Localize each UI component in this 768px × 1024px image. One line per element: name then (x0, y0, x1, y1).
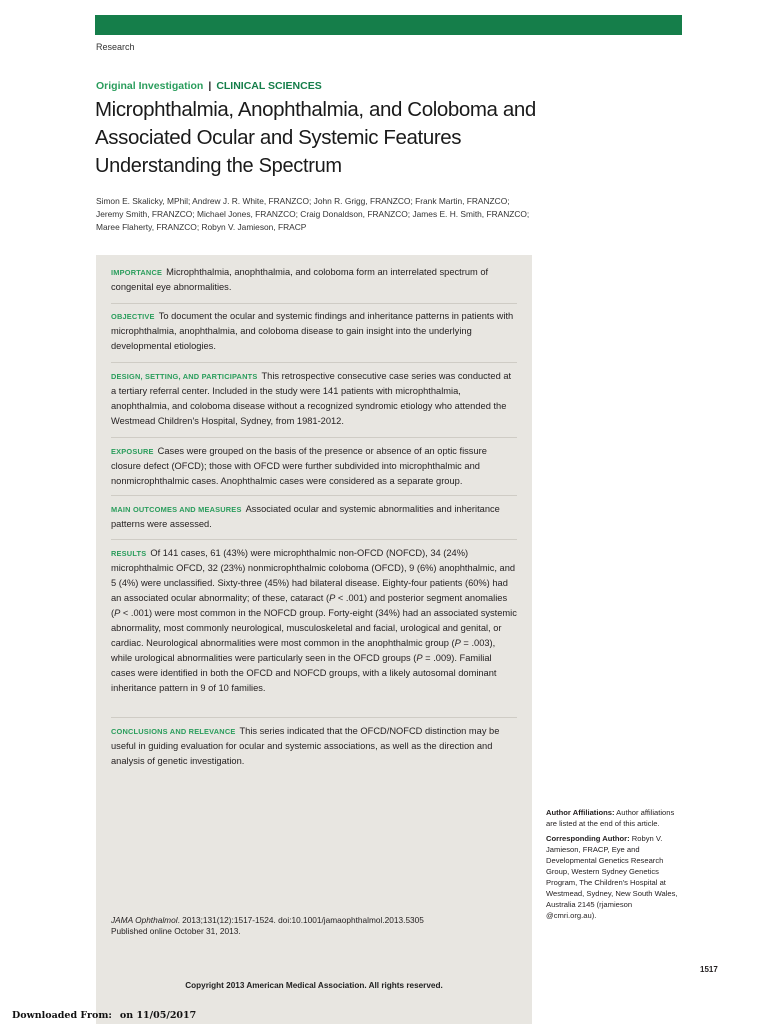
results-text-d: = .003), while urological abnormalities were particularly seen in the OFCD groups ( (111, 638, 496, 663)
article-kicker (96, 80, 322, 92)
download-stamp (12, 1010, 196, 1021)
page-number: 1517 (700, 965, 718, 974)
outcomes-heading: MAIN OUTCOMES AND MEASURES (111, 505, 242, 514)
p-value-symbol: P (416, 653, 423, 663)
title-line-2: Associated Ocular and Systemic Features (95, 126, 462, 149)
author-line-2: Jeremy Smith, FRANZCO; Michael Jones, FRANZCO; Craig Donaldson, FRANZCO; James E. H. Smith, FRANZCO; (96, 209, 530, 219)
downloaded-label: Downloaded From: (12, 1010, 112, 1021)
citation-line (111, 915, 511, 926)
importance-text: Microphthalmia, anophthalmia, and coloboma form an interrelated spectrum of congenital eye abnormalities. (111, 267, 489, 292)
abstract-results (111, 546, 517, 696)
downloaded-date: on 11/05/2017 (119, 1010, 197, 1021)
affiliations-label: Author Affiliations: (546, 808, 615, 817)
design-text: This retrospective consecutive case series was conducted at a tertiary referral center. Included in the study were 141 patients with microphthalmia, anophthalmia, and coloboma disease without a recognized syndromic etiology who attended the Westmead Children's Hospital, Sydney, from 1981-2012. (111, 371, 512, 426)
conclusions-heading: CONCLUSIONS AND RELEVANCE (111, 727, 236, 736)
abstract-outcomes (111, 502, 517, 532)
kicker-separator: | (208, 80, 212, 92)
corresponding-author (546, 833, 684, 921)
journal-header-bar (95, 15, 682, 35)
abstract-divider (111, 539, 517, 540)
abstract-divider (111, 437, 517, 438)
abstract-divider (111, 362, 517, 363)
citation (111, 915, 511, 937)
citation-journal: JAMA Ophthalmol (111, 915, 178, 925)
abstract-divider (111, 495, 517, 496)
importance-heading: IMPORTANCE (111, 268, 163, 277)
objective-text: To document the ocular and systemic findings and inheritance patterns in patients with microphthalmia, anophthalmia, and coloboma disease to gain insight into the underlying developmental etiologies. (111, 311, 514, 351)
outcomes-text: Associated ocular and systemic abnormalities and inheritance patterns were assessed. (111, 504, 500, 529)
conclusions-text: This series indicated that the OFCD/NOFCD distinction may be useful in guiding evaluation for ocular and systemic associations, as well as the direction and analysis of genetic investigation. (111, 726, 500, 766)
results-text-e: = .009). Familial cases were identified in both the OFCD and NOFCD groups, with a likely autosomal dominant inheritance pattern in 9 of 10 families. (111, 653, 497, 693)
author-line-3: Maree Flaherty, FRANZCO; Robyn V. Jamieson, FRACP (96, 222, 307, 232)
abstract-box (96, 255, 532, 1024)
results-heading: RESULTS (111, 549, 147, 558)
affiliations-text: Author affiliations are listed at the end of this article. (546, 808, 675, 828)
abstract-design (111, 369, 517, 429)
results-text-a: Of 141 cases, 61 (43%) were microphthalmic non-OFCD (NOFCD), 34 (24%) microphthalmic OFCD, 32 (23%) nonmicrophthalmic coloboma (OFCD), 9 (6%) anophthalmic, and 5 (4%) were unclassified. Sixty-three (45%) had bilateral disease. Eighty-four patients (60%) had an associated ocular abnormality; of these, cataract ( (111, 548, 516, 603)
article-type: Original Investigation (96, 80, 204, 92)
citation-published: Published online October 31, 2013. (111, 926, 241, 936)
abstract-objective (111, 309, 517, 354)
corresponding-label: Corresponding Author: (546, 834, 630, 843)
results-text-c: < .001) were most common in the NOFCD group. Forty-eight (34%) had an associated systemic abnormality, most commonly neurological, musculoskeletal and facial, urological and genital, or cardiac. Neurological abnormalities were most common in the anophthalmic group ( (111, 608, 517, 648)
article-title (95, 96, 655, 152)
p-value-symbol: P (114, 608, 121, 618)
copyright-notice: Copyright 2013 American Medical Association. All rights reserved. (185, 981, 443, 990)
section-label: Research (96, 42, 135, 52)
citation-details: . 2013;131(12):1517-1524. doi:10.1001/jamaophthalmol.2013.5305 (177, 915, 424, 925)
abstract-divider (111, 717, 517, 718)
abstract-conclusions (111, 724, 517, 769)
abstract-importance (111, 265, 517, 295)
article-subtitle: Understanding the Spectrum (95, 155, 342, 177)
author-info-sidebar (546, 807, 684, 925)
p-value-symbol: P (454, 638, 461, 648)
article-category: CLINICAL SCIENCES (216, 80, 322, 92)
author-line-1: Simon E. Skalicky, MPhil; Andrew J. R. White, FRANZCO; John R. Grigg, FRANZCO; Frank Martin, FRANZCO; (96, 196, 510, 206)
author-affiliations (546, 807, 684, 829)
corresponding-text: Robyn V. Jamieson, FRACP, Eye and Developmental Genetics Research Group, Western Sydney Genetics Program, The Children's Hospital at Westmead, Sydney, New South Wales, Australia 2145 (rjamieson @cmri.org.au). (546, 834, 678, 920)
abstract-divider (111, 303, 517, 304)
author-list (96, 195, 536, 234)
p-value-symbol: P (329, 593, 336, 603)
results-text-b: < .001) and posterior segment anomalies ( (111, 593, 508, 618)
exposure-text: Cases were grouped on the basis of the presence or absence of an optic fissure closure defect (OFCD); those with OFCD were further subdivided into microphthalmic and nonmicrophthalmic cases. Anophthalmic cases were considered as a separate group. (111, 446, 487, 486)
abstract-exposure (111, 444, 517, 489)
title-line-1: Microphthalmia, Anophthalmia, and Coloboma and (95, 98, 536, 121)
exposure-heading: EXPOSURE (111, 447, 154, 456)
design-heading: DESIGN, SETTING, AND PARTICIPANTS (111, 372, 258, 381)
objective-heading: OBJECTIVE (111, 312, 155, 321)
